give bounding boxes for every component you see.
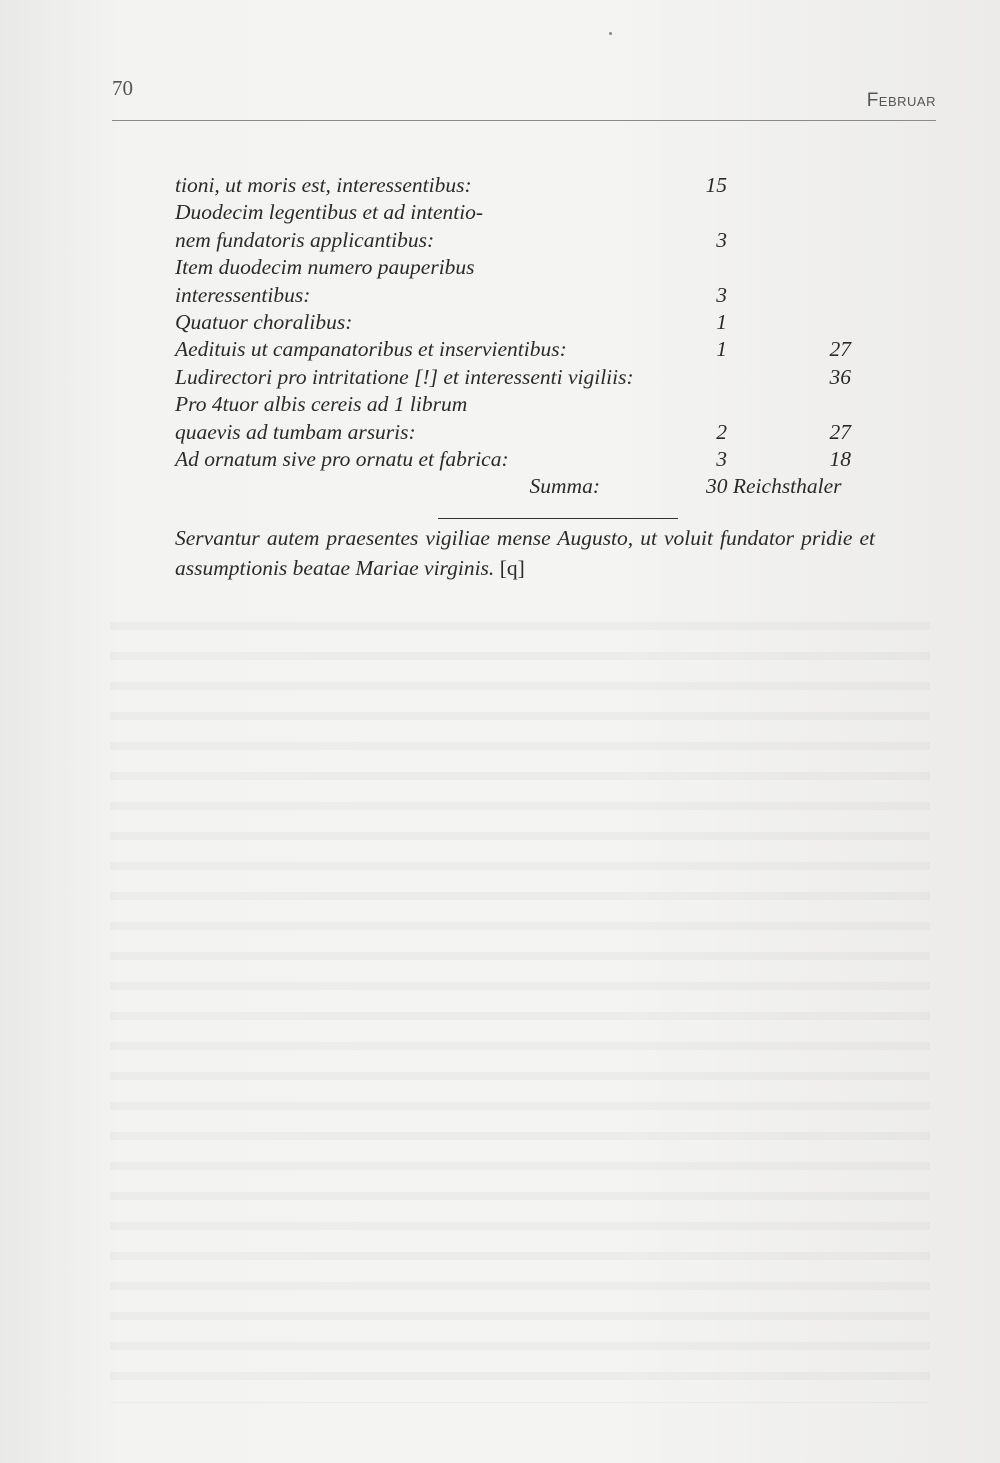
table-row	[175, 227, 875, 254]
row-label: Ludirectori pro intritatione [!] et interessenti vigiliis:	[175, 364, 634, 389]
row-label: nem fundatoris applicantibus:	[175, 227, 435, 252]
amount-groschen: 27	[829, 337, 851, 362]
table-row	[175, 336, 875, 363]
footnote-marker: [q]	[499, 556, 525, 580]
sum-rule	[438, 518, 678, 519]
row-label: Aedituis ut campanatoribus et inservientibus:	[175, 337, 567, 362]
header-rule	[112, 120, 936, 121]
amount-groschen: 27	[829, 419, 851, 444]
amount-reichsthaler: 15	[705, 173, 727, 197]
amount-reichsthaler: 3	[716, 282, 727, 307]
row-label: Quatuor choralibus:	[175, 309, 353, 334]
expense-table	[175, 172, 875, 501]
amount-reichsthaler: 1	[716, 337, 727, 362]
amount-reichsthaler: 3	[716, 446, 727, 471]
amount-reichsthaler: 3	[716, 227, 727, 252]
amount-reichsthaler: 2	[716, 419, 727, 444]
speck	[609, 32, 612, 35]
bleed-through-texture	[110, 600, 930, 1403]
row-label: interessentibus:	[175, 282, 311, 307]
table-row	[175, 254, 875, 281]
table-row	[175, 309, 875, 336]
table-row	[175, 172, 875, 199]
table-row	[175, 282, 875, 309]
table-row	[175, 446, 875, 473]
running-head: Februar	[866, 90, 936, 111]
row-label: Item duodecim numero pauperibus	[175, 255, 475, 280]
amount-groschen: 18	[829, 446, 851, 471]
row-label: tioni, ut moris est, interessentibus:	[175, 173, 472, 197]
row-label: Pro 4tuor albis cereis ad 1 librum	[175, 392, 468, 417]
closing-paragraph	[175, 523, 875, 583]
summa-row	[175, 473, 875, 500]
amount-groschen: 36	[829, 364, 851, 389]
table-row	[175, 364, 875, 391]
table-row	[175, 391, 875, 418]
closing-paragraph-text: Servantur autem praesentes vigiliae mense Augusto, ut voluit fundator pridie et assumptionis beatae Mariae virginis.	[175, 526, 875, 580]
table-row	[175, 199, 875, 226]
row-label: Duodecim legentibus et ad intentio-	[175, 200, 484, 225]
page-header	[112, 72, 936, 122]
row-label: quaevis ad tumbam arsuris:	[175, 419, 416, 444]
table-row	[175, 419, 875, 446]
summa-label: Summa:	[529, 474, 600, 499]
row-label: Ad ornatum sive pro ornatu et fabrica:	[175, 446, 509, 471]
page-number: 70	[112, 76, 133, 100]
amount-reichsthaler: 1	[716, 309, 727, 334]
summa-value: 30 Reichsthaler	[706, 474, 842, 499]
